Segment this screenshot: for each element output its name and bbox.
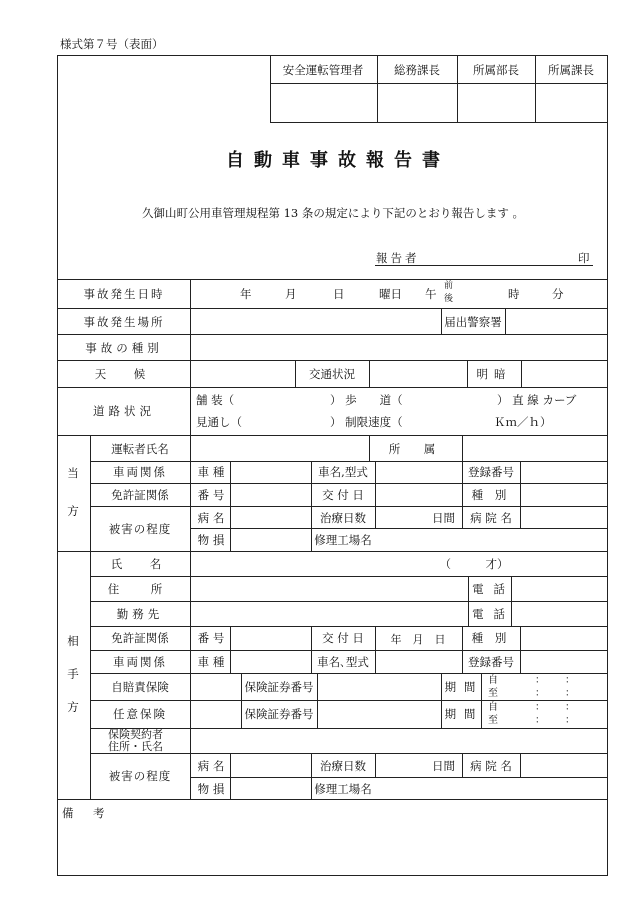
road-speed-unit: Ｋｍ／ｈ） [494, 415, 552, 429]
seal-cell-4[interactable] [536, 84, 607, 121]
label-contractor-2: 住所・氏名 [108, 740, 163, 753]
label-dept: 所 属 [388, 442, 442, 456]
type-field[interactable] [191, 335, 607, 359]
label-other-license: 免許証関係 [111, 631, 169, 645]
other-side-char-2: 手 [67, 667, 79, 681]
label-month: 月 [285, 287, 297, 301]
other-work-field[interactable] [191, 602, 467, 625]
approver-safety-manager: 安全運転管理者 [282, 63, 364, 77]
driver-field[interactable] [191, 436, 368, 460]
label-other-hospital: 病 院 名 [470, 759, 512, 773]
place-field[interactable] [191, 309, 440, 333]
label-type: 事故の種別 [85, 341, 163, 355]
label-other-damage: 被害の程度 [108, 769, 172, 783]
seal-cell-1[interactable] [271, 84, 376, 121]
label-compulsory-period: 期 間 [444, 680, 478, 694]
approver-section-head: 所属課長 [548, 63, 594, 77]
other-address-field[interactable] [191, 577, 467, 600]
label-traffic: 交通状況 [309, 367, 355, 381]
road-curve: ） 直 線 カーブ [497, 393, 577, 407]
label-self-repair-shop: 修理工場名 [314, 533, 372, 547]
label-self-damage: 被害の程度 [108, 522, 172, 536]
page-title: 自動車事故報告書 [226, 150, 450, 171]
label-self-injury: 病 名 [197, 511, 225, 525]
label-voluntary-to: 至 [488, 715, 498, 726]
approver-dept-head: 所属部長 [473, 63, 519, 77]
label-year: 年 [240, 287, 252, 301]
label-other-vehicle-model: 車名､型式 [317, 655, 369, 669]
road-sidewalk: ） 歩 道（ [330, 393, 403, 407]
remarks-field[interactable] [58, 822, 607, 874]
compulsory-from-colon-1: ： [535, 675, 545, 686]
voluntary-from-colon-2: ： [565, 702, 575, 713]
intro-text: 久御山町公用車管理規程第 13 条の規定により下記のとおり報告します 。 [141, 206, 525, 220]
label-other-license-no: 番 号 [197, 631, 225, 645]
label-self-hospital: 病 院 名 [470, 511, 512, 525]
label-other-repair-shop: 修理工場名 [314, 782, 372, 796]
label-self-license-no: 番 号 [197, 488, 225, 502]
self-side-char-2: 方 [67, 504, 79, 518]
label-other-address: 住 所 [107, 582, 173, 596]
label-compulsory-policy-no: 保険証券番号 [244, 680, 314, 694]
seal-cell-3[interactable] [458, 84, 534, 121]
label-am: 午 [425, 287, 437, 301]
label-voluntary-period: 期 間 [444, 707, 478, 721]
label-datetime: 事故発生日時 [83, 287, 165, 301]
label-other-phone: 電 話 [472, 582, 508, 596]
label-remarks: 備 考 [62, 806, 109, 820]
label-self-days-unit: 日間 [432, 511, 455, 525]
label-self-vehicle: 車両関係 [113, 465, 167, 479]
light-field[interactable] [522, 361, 607, 386]
road-speed-limit: ） 制限速度（ [330, 415, 403, 429]
voluntary-from-colon-1: ： [535, 702, 545, 713]
approver-general-affairs: 総務課長 [394, 63, 440, 77]
label-other-injury: 病 名 [197, 759, 225, 773]
label-voluntary-from: 自 [488, 702, 498, 713]
contractor-field[interactable] [191, 729, 607, 752]
label-hour: 時 [508, 287, 520, 301]
other-side-char-1: 相 [67, 634, 79, 648]
label-other-vehicle-type: 車 種 [197, 655, 225, 669]
label-other-reg-no: 登録番号 [468, 655, 514, 669]
weather-field[interactable] [191, 361, 294, 386]
voluntary-to-colon-2: ： [565, 715, 575, 726]
label-minute: 分 [552, 287, 564, 301]
compulsory-to-colon-2: ： [565, 688, 575, 699]
label-self-issue-date: 交 付 日 [322, 488, 364, 502]
label-other-license-type: 種 別 [471, 631, 511, 645]
compulsory-from-colon-2: ： [565, 675, 575, 686]
label-other-name: 氏 名 [110, 557, 170, 571]
compulsory-to-colon-1: ： [535, 688, 545, 699]
label-compulsory-insurance: 自賠責保険 [111, 680, 169, 694]
reporter-label: 報告者 [376, 251, 420, 265]
label-other-issue-date: 交 付 日 [322, 631, 364, 645]
label-driver: 運転者氏名 [111, 442, 169, 456]
road-visibility: 見通し（ [196, 415, 242, 429]
label-other-property: 物 損 [197, 782, 225, 796]
label-contractor-1: 保険契約者 [108, 728, 163, 741]
label-weather: 天 候 [94, 367, 154, 381]
dept-field[interactable] [463, 436, 607, 460]
label-other-days-unit: 日間 [432, 759, 455, 773]
label-compulsory-to: 至 [488, 688, 498, 699]
label-weekday: 曜日 [379, 287, 402, 301]
label-other-work: 勤務先 [116, 607, 164, 621]
label-self-vehicle-model: 車名,型式 [318, 465, 368, 479]
traffic-field[interactable] [370, 361, 466, 386]
label-compulsory-from: 自 [488, 675, 498, 686]
label-self-vehicle-type: 車 種 [197, 465, 225, 479]
label-other-vehicle: 車両関係 [113, 655, 167, 669]
label-light: 明暗 [476, 367, 512, 381]
self-side-char-1: 当 [67, 466, 79, 480]
label-day: 日 [333, 287, 345, 301]
reporter-field[interactable] [425, 248, 575, 264]
label-self-property: 物 損 [197, 533, 225, 547]
voluntary-to-colon-1: ： [535, 715, 545, 726]
label-voluntary-insurance: 任意保険 [113, 707, 167, 721]
label-self-reg-no: 登録番号 [468, 465, 514, 479]
label-self-license: 免許証関係 [111, 488, 169, 502]
label-other-treat-days: 治療日数 [320, 759, 366, 773]
form-number: 様式第７号（表面） [60, 37, 164, 51]
label-other-work-phone: 電 話 [472, 607, 508, 621]
other-side-char-3: 方 [67, 700, 79, 714]
label-go: 後 [444, 294, 454, 304]
label-place: 事故発生場所 [83, 315, 165, 329]
label-self-license-type: 種 別 [471, 488, 511, 502]
label-voluntary-policy-no: 保険証券番号 [244, 707, 314, 721]
police-field[interactable] [506, 309, 607, 333]
road-paving: 舗 装（ [196, 393, 235, 407]
reporter-line [375, 265, 593, 266]
label-other-issue-ymd: 年 月 日 [390, 633, 446, 646]
label-road: 道路状況 [93, 404, 155, 418]
label-zen: 前 [444, 281, 454, 291]
label-other-age: （ 才） [439, 557, 509, 571]
label-self-treat-days: 治療日数 [320, 511, 366, 525]
other-name-field[interactable] [191, 552, 431, 575]
label-police: 届出警察署 [444, 315, 502, 329]
seal-cell-2[interactable] [378, 84, 456, 121]
seal-mark: 印 [578, 251, 590, 265]
